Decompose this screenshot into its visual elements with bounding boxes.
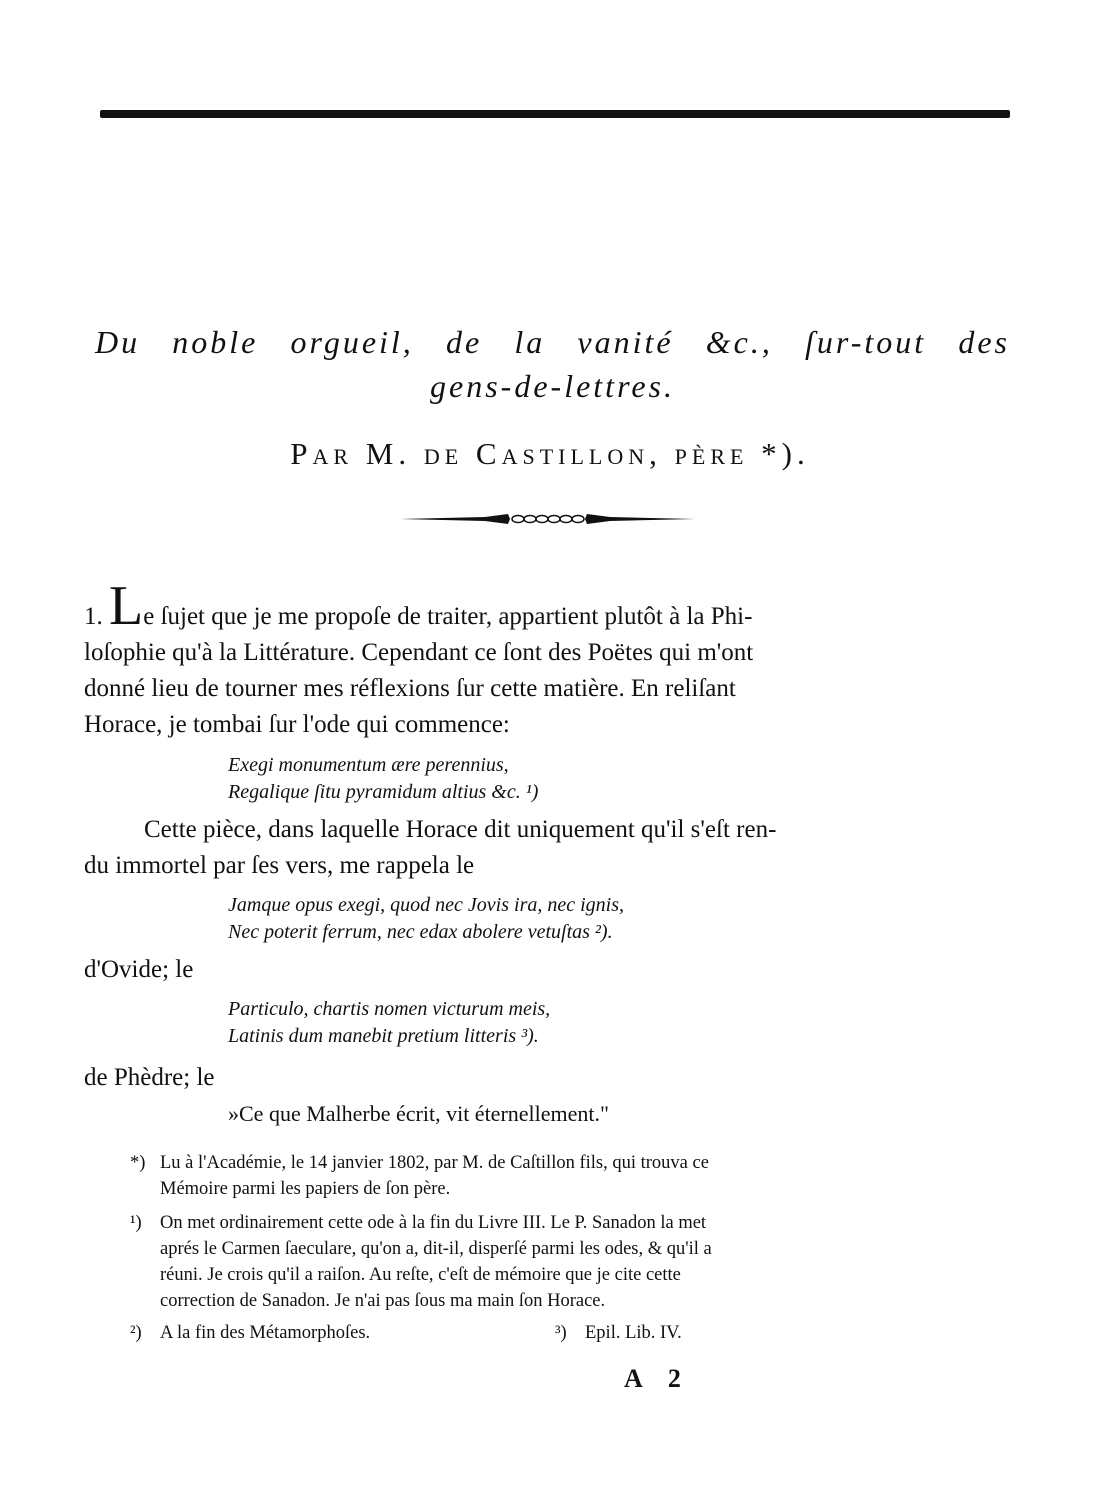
article-title [95,320,1010,408]
quote-line: Latinis dum manebit pretium litteris ³). [228,1025,539,1047]
paragraph-2 [84,812,1010,884]
text-line: Horace, je tombai ſur l'ode qui commence: [84,711,510,738]
title-line-1: Du noble orgueil, de la vanité &c., ſur-tout des [95,324,1010,360]
footnote-text: Mémoire parmi les papiers de ſon père. [160,1179,451,1199]
footnote-text: correction de Sanadon. Je n'ai pas ſous ma main ſon Horace. [160,1291,606,1311]
quote-ovide [228,892,624,946]
footnote-text: Lu à l'Académie, le 14 janvier 1802, par M. de Caſtillon fils, qui trouva ce [160,1153,709,1173]
footnote-text: aprés le Carmen ſaeculare, qu'on a, dit-il, disperſé parmi les odes, & qu'il a [160,1239,712,1259]
quote-line: Exegi monumentum ære perennius, [228,754,509,776]
footnote-mark: ³) [555,1323,567,1343]
drop-cap: L [109,575,144,637]
text-line: loſophie qu'à la Littérature. Cependant ce ſont des Poëtes qui m'ont [84,639,754,666]
paragraph-1-line-1 [84,575,1010,637]
title-line-2: gens-de-lettres. [430,368,675,404]
footnote-star [130,1150,1005,1202]
quote-malherbe: »Ce que Malherbe écrit, vit éternellement." [228,1101,609,1126]
footnote-mark: ¹) [130,1213,142,1233]
top-rule [100,110,1010,118]
text-line: donné lieu de tourner mes réflexions ſur cette matière. En reliſant [84,675,736,702]
footnote-mark: *) [130,1153,146,1173]
line-ovide: d'Ovide; le [84,956,194,983]
quote-horace [228,752,538,806]
footnote-mark: ²) [130,1323,142,1343]
quote-line: Particulo, chartis nomen victurum meis, [228,998,551,1020]
footnote-1 [130,1210,1005,1314]
quote-line: Jamque opus exegi, quod nec Jovis ira, nec ignis, [228,894,625,916]
footnote-text: A la fin des Métamorphoſes. [160,1323,371,1343]
author-line: Par M. de Castillon, père *). [290,436,810,471]
text-line: e ſujet que je me propoſe de traiter, appartient plutôt à la Phi- [143,603,753,630]
text-line: Cette pièce, dans laquelle Horace dit uniquement qu'il s'eſt ren- [144,816,777,843]
signature-mark: A 2 [624,1364,691,1393]
footnote-3 [555,1320,682,1346]
footnote-text: On met ordinairement cette ode à la fin du Livre III. Le P. Sanadon la met [160,1213,707,1233]
footnote-text: réuni. Je crois qu'il a raiſon. Au reſte, c'eſt de mémoire que je cite cette [160,1265,681,1285]
quote-phedre [228,996,550,1050]
footnote-text: Epil. Lib. IV. [585,1323,682,1343]
text-line: du immortel par ſes vers, me rappela le [84,852,475,879]
paragraph-1 [84,575,1010,743]
paragraph-number: 1. [84,603,103,630]
line-phedre: de Phèdre; le [84,1064,215,1091]
footnote-2 [130,1320,370,1346]
ornament-divider-icon [400,512,695,526]
quote-line: Regalique ſitu pyramidum altius &c. ¹) [228,781,539,803]
quote-line: Nec poterit ferrum, nec edax abolere vetuſtas ²). [228,921,613,943]
